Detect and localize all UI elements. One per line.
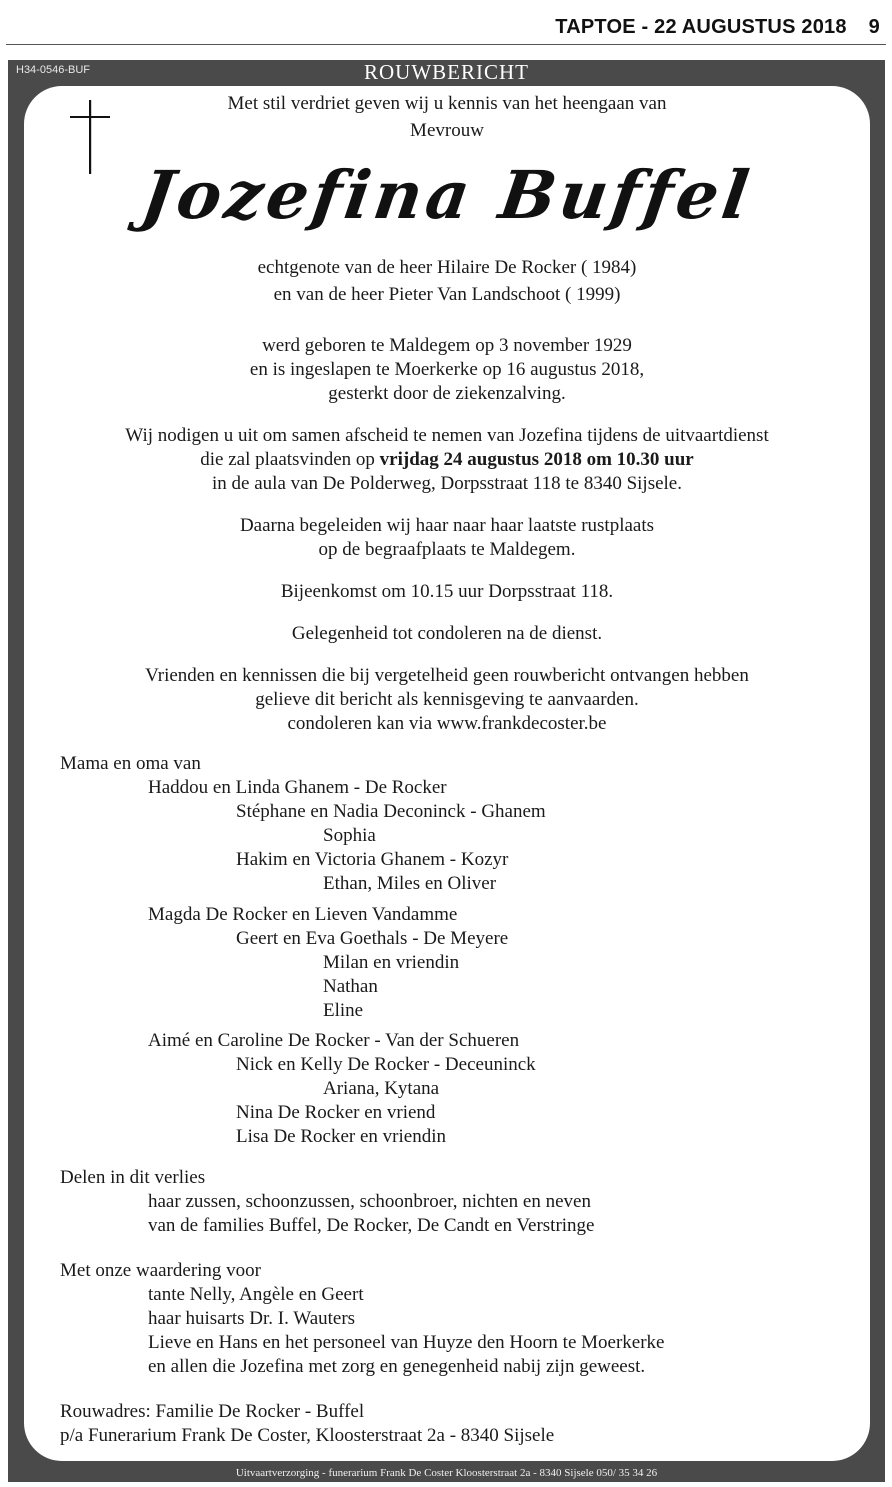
publication-date: TAPTOE - 22 AUGUSTUS 2018 xyxy=(555,16,847,38)
family-member: Ariana, Kytana xyxy=(323,1078,440,1099)
family-member: Milan en vriendin xyxy=(323,952,460,973)
burial-line-1: Daarna begeleiden wij haar naar haar laatste rustplaats xyxy=(239,515,655,536)
undertaker-footer: Uitvaartverzorging - funerarium Frank De Coster Kloosterstraat 2a - 8340 Sijsele 050/ 35 34 26 xyxy=(235,1467,658,1479)
thanks-line: haar huisarts Dr. I. Wauters xyxy=(148,1308,356,1329)
family-member: Nick en Kelly De Rocker - Deceuninck xyxy=(236,1054,536,1075)
thanks-line: tante Nelly, Angèle en Geert xyxy=(148,1284,364,1305)
obituary-card xyxy=(24,86,870,1461)
friends-line-1: Vrienden en kennissen die bij vergetelheid geen rouwbericht ontvangen hebben xyxy=(145,665,749,686)
friends-line-2: gelieve dit bericht als kennisgeving te aanvaarden. xyxy=(255,689,639,710)
family-member: Hakim en Victoria Ghanem - Kozyr xyxy=(236,849,509,870)
spouse-line-2: en van de heer Pieter Van Landschoot ( 1999) xyxy=(273,284,621,305)
ad-code: H34-0546-BUF xyxy=(16,64,90,76)
invite-line-1: Wij nodigen u uit om samen afscheid te nemen van Jozefina tijdens de uitvaartdienst xyxy=(125,425,769,446)
masthead-title xyxy=(555,16,880,39)
page-number: 9 xyxy=(868,16,880,38)
sacrament-line: gesterkt door de ziekenzalving. xyxy=(328,383,566,404)
share-line: haar zussen, schoonzussen, schoonbroer, nichten en neven xyxy=(148,1191,591,1212)
obituary-header: ROUWBERICHT xyxy=(364,60,529,84)
obituary-frame xyxy=(8,60,885,1482)
birth-line: werd geboren te Maldegem op 3 november 1929 xyxy=(262,335,632,356)
intro-text: Met stil verdriet geven wij u kennis van het heengaan van xyxy=(227,93,667,114)
condolence-line: Gelegenheid tot condoleren na de dienst. xyxy=(291,623,603,644)
family-member: Ethan, Miles en Oliver xyxy=(323,873,497,894)
family-member: Haddou en Linda Ghanem - De Rocker xyxy=(148,777,447,798)
deceased-name: Jozefina Buffel xyxy=(136,156,758,234)
family-member: Geert en Eva Goethals - De Meyere xyxy=(236,928,509,949)
invite-line-2-prefix: die zal plaatsvinden op xyxy=(200,449,380,470)
masthead-rule xyxy=(6,44,886,45)
spouse-line-1: echtgenote van de heer Hilaire De Rocker ( 1984) xyxy=(257,257,637,278)
family-member: Eline xyxy=(323,1000,364,1021)
share-line: van de families Buffel, De Rocker, De Candt en Verstringe xyxy=(148,1215,595,1236)
family-heading: Mama en oma van xyxy=(60,753,201,774)
death-line: en is ingeslapen te Moerkerke op 16 augustus 2018, xyxy=(249,359,645,380)
service-date-time: vrijdag 24 augustus 2018 om 10.30 uur xyxy=(379,449,694,470)
family-member: Nina De Rocker en vriend xyxy=(236,1102,436,1123)
honorific: Mevrouw xyxy=(410,120,484,141)
family-member: Nathan xyxy=(323,976,378,997)
family-member: Lisa De Rocker en vriendin xyxy=(236,1126,446,1147)
invite-line-3: in de aula van De Polderweg, Dorpsstraat 118 te 8340 Sijsele. xyxy=(212,473,682,494)
thanks-line: en allen die Jozefina met zorg en genegenheid nabij zijn geweest. xyxy=(148,1356,646,1377)
family-member: Sophia xyxy=(323,825,376,846)
newspaper-masthead xyxy=(0,0,892,44)
thanks-heading: Met onze waardering voor xyxy=(60,1260,262,1281)
mourning-address: Rouwadres: Familie De Rocker - Buffel xyxy=(60,1401,365,1422)
share-heading: Delen in dit verlies xyxy=(60,1167,206,1188)
family-member: Aimé en Caroline De Rocker - Van der Schueren xyxy=(148,1030,520,1051)
family-member: Magda De Rocker en Lieven Vandamme xyxy=(148,904,458,925)
thanks-line: Lieve en Hans en het personeel van Huyze den Hoorn te Moerkerke xyxy=(148,1332,665,1353)
invite-line-2 xyxy=(24,448,870,472)
funeral-home-address: p/a Funerarium Frank De Coster, Kloosterstraat 2a - 8340 Sijsele xyxy=(60,1425,555,1446)
burial-line-2: op de begraafplaats te Maldegem. xyxy=(318,539,576,560)
gathering-line: Bijeenkomst om 10.15 uur Dorpsstraat 118. xyxy=(280,581,614,602)
family-member: Stéphane en Nadia Deconinck - Ghanem xyxy=(236,801,546,822)
online-condolence: condoleren kan via www.frankdecoster.be xyxy=(287,713,607,734)
